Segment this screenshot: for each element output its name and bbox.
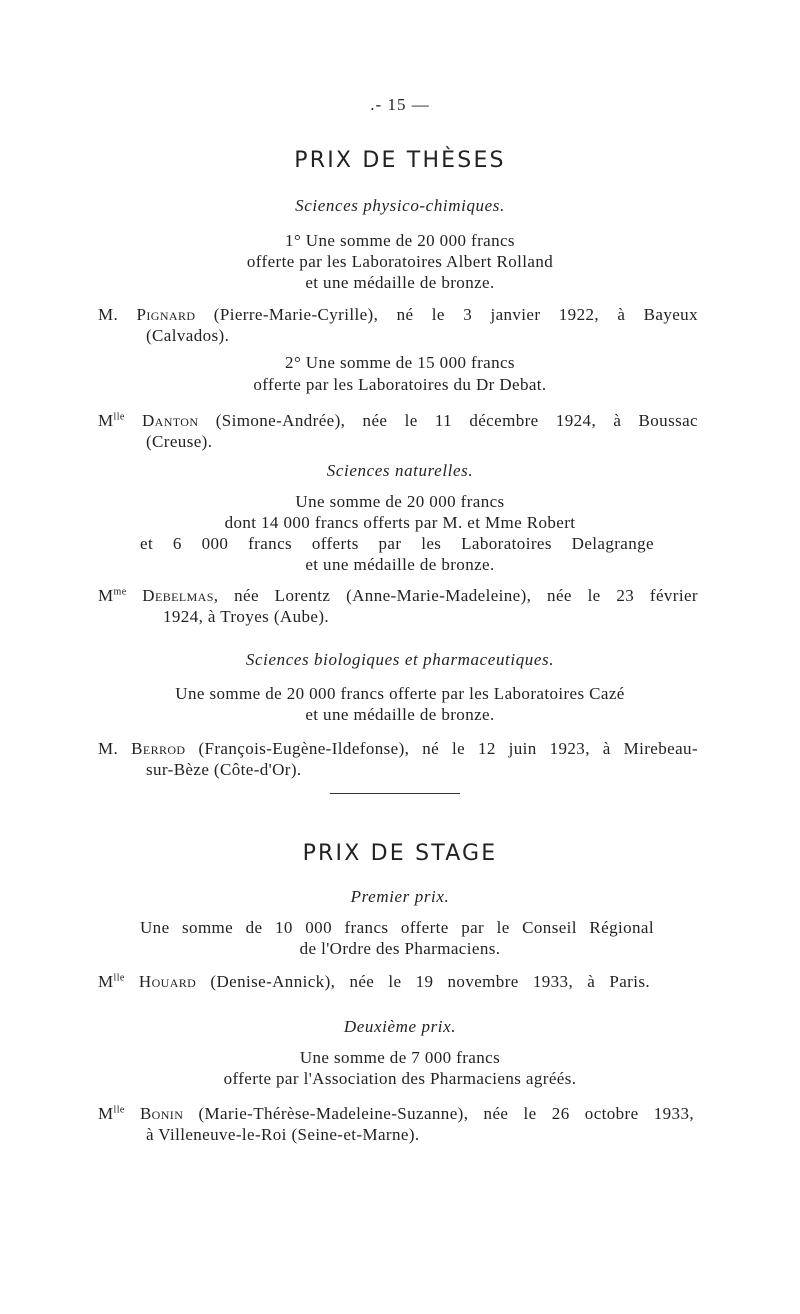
deuxieme-line-1: Une somme de 7 000 francs [299,1048,501,1067]
winner-debelmas-line-2: 1924, à Troyes (Aube). [163,607,330,626]
subtitle-deuxieme-prix: Deuxième prix. [343,1017,457,1036]
prize1-line-1: 1° Une somme de 20 000 francs [285,231,515,250]
winner-bonin-line-2: à Villeneuve-le-Roi (Seine-et-Marne). [146,1125,420,1144]
winner-title: M. [98,739,119,758]
prize1-line-3: et une médaille de bronze. [305,273,495,292]
naturelles-line-1: Une somme de 20 000 francs [295,492,505,511]
section-title-prix-de-stage: PRIX DE STAGE [302,841,498,866]
winner-name: Bonin [139,1104,184,1123]
winner-danton-line-1 [98,410,698,431]
winner-title: $M^{lle}$ [98,972,125,991]
winner-houard-line-1 [98,971,650,992]
winner-name: Houard [138,972,197,991]
winner-title: $M^{lle}$ [98,1104,125,1123]
winner-details: (Denise-Annick), née le 19 novembre 1933, à Paris. [210,972,650,991]
winner-pignard-line-2: (Calvados). [146,326,230,345]
bio-line-2: et une médaille de bronze. [305,705,495,724]
winner-title: M. [98,305,119,324]
winner-details: (Simone-Andrée), née le 11 décembre 1924, à Boussac [215,411,698,430]
subtitle-premier-prix: Premier prix. [350,887,450,906]
page-number: .- 15 — [370,95,430,114]
winner-berrod-line-1 [98,738,698,759]
winner-details: , née Lorentz (Anne-Marie-Madeleine), née le 23 février [213,586,698,605]
winner-name: Pignard [136,305,196,324]
deuxieme-line-2: offerte par l'Association des Pharmaciens agréés. [223,1069,577,1088]
winner-berrod-line-2: sur-Bèze (Côte-d'Or). [146,760,302,779]
winner-details: (François-Eugène-Ildefonse), né le 12 juin 1923, à Mirebeau- [198,739,699,758]
premier-line-1: Une somme de 10 000 francs offerte par le Conseil Régional [140,918,654,937]
bio-line-1: Une somme de 20 000 francs offerte par les Laboratoires Cazé [175,684,625,703]
winner-debelmas-line-1 [98,585,698,606]
prize2-line-2: offerte par les Laboratoires du Dr Debat. [253,375,547,394]
prize2-line-1: 2° Une somme de 15 000 francs [285,353,515,372]
naturelles-line-4: et une médaille de bronze. [305,555,495,574]
winner-name: Debelmas [142,586,214,605]
winner-title: $M^{me}$ [98,586,127,605]
winner-name: Berrod [131,739,186,758]
winner-details: (Marie-Thérèse-Madeleine-Suzanne), née le 26 octobre 1933, [198,1104,695,1123]
winner-bonin-line-1 [98,1103,694,1124]
premier-line-2: de l'Ordre des Pharmaciens. [299,939,501,958]
section-divider [330,793,460,794]
winner-pignard-line-1 [98,304,698,325]
naturelles-line-3: et 6 000 francs offerts par les Laboratoires Delagrange [140,534,654,553]
section-title-prix-de-theses: PRIX DE THÈSES [294,148,506,173]
subtitle-sciences-naturelles: Sciences naturelles. [326,461,474,480]
naturelles-line-2: dont 14 000 francs offerts par M. et Mme Robert [224,513,576,532]
prize1-line-2: offerte par les Laboratoires Albert Rolland [246,252,554,271]
subtitle-sciences-biologiques: Sciences biologiques et pharmaceutiques. [245,650,555,669]
subtitle-physico-chimiques: Sciences physico-chimiques. [295,196,505,215]
winner-details: (Pierre-Marie-Cyrille), né le 3 janvier 1922, à Bayeux [213,305,698,324]
winner-danton-line-2: (Creuse). [146,432,213,451]
winner-title: $M^{lle}$ [98,411,125,430]
winner-name: Danton [141,411,199,430]
